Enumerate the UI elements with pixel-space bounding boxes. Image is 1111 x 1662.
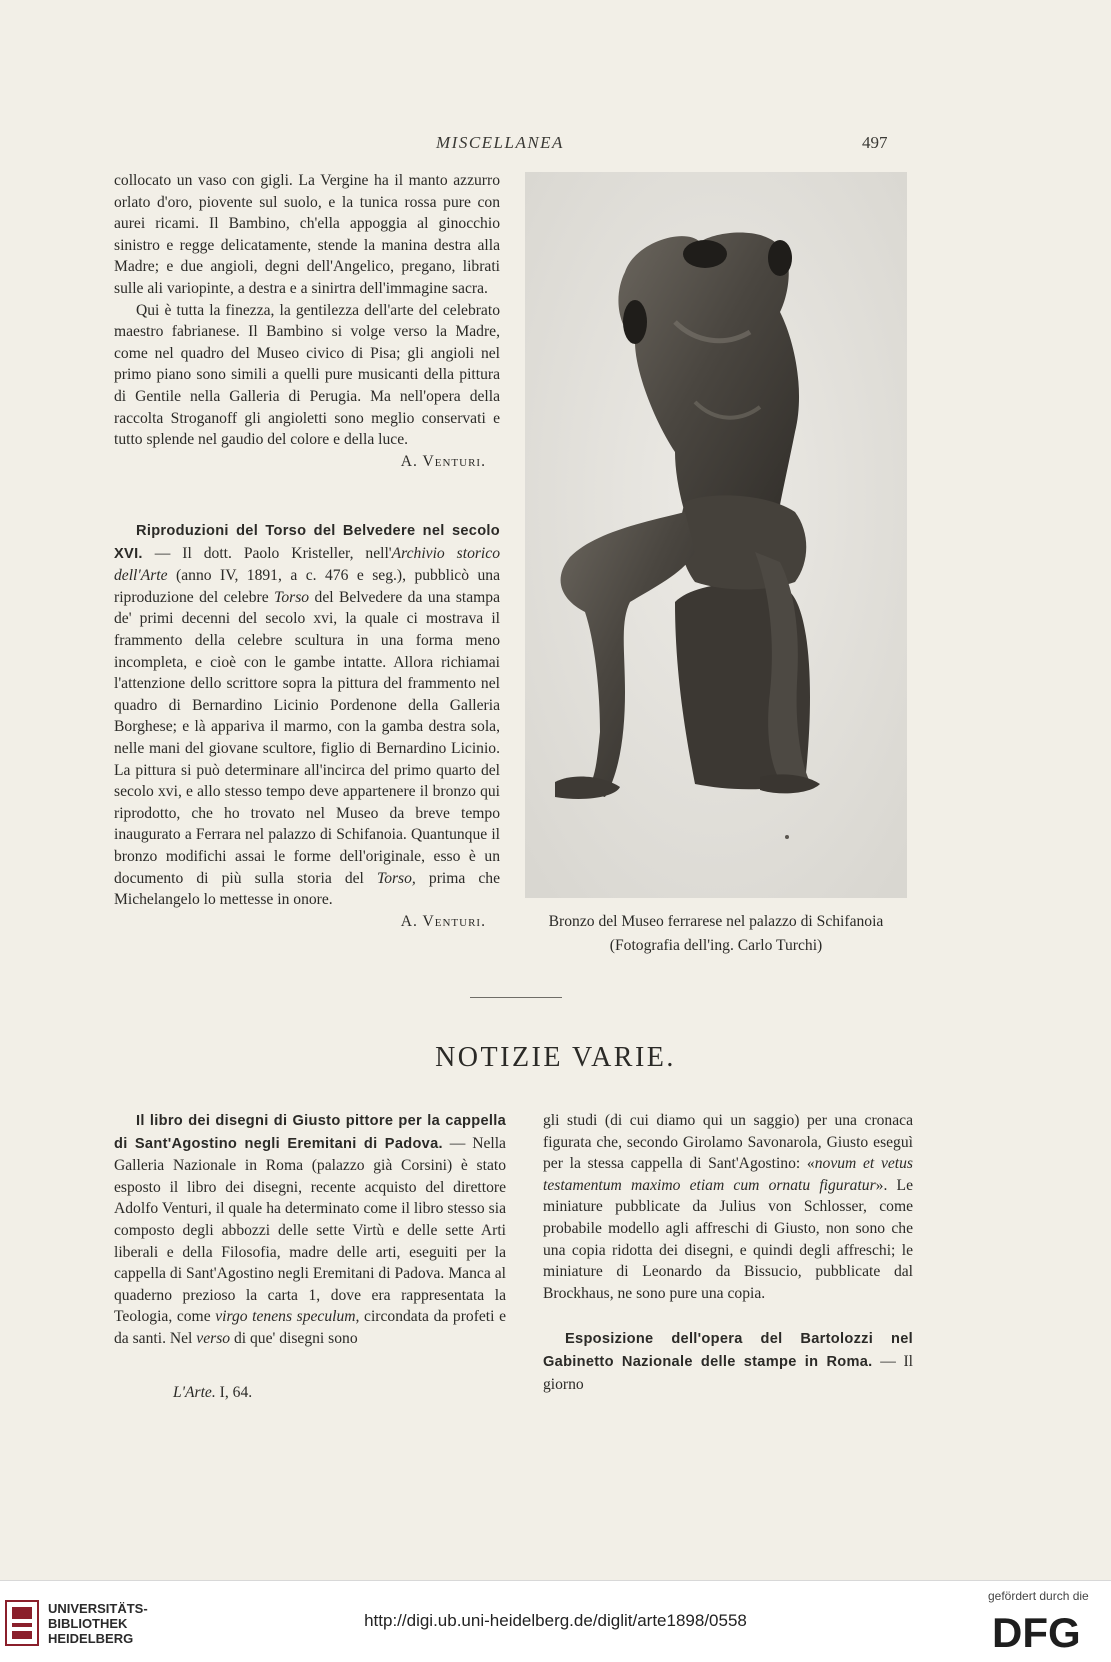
article-continuation bbox=[114, 170, 500, 472]
italic-run: Torso bbox=[274, 588, 310, 606]
bronze-torso-photo bbox=[525, 172, 907, 898]
uni-name-line: HEIDELBERG bbox=[48, 1631, 134, 1646]
text-run: circondata da profeti e da santi. Nel bbox=[114, 1308, 506, 1347]
signature: A. Venturi. bbox=[400, 912, 486, 930]
funded-by-label: gefördert durch die bbox=[988, 1589, 1089, 1603]
italic-run: Archivio storico dell'Arte bbox=[114, 544, 500, 585]
paragraph bbox=[114, 1110, 506, 1350]
journal-name: L'Arte. bbox=[173, 1384, 216, 1401]
permalink-url[interactable]: http://digi.ub.uni-heidelberg.de/diglit/arte1898/0558 bbox=[364, 1611, 747, 1630]
text-run: gli studi (di cui diamo qui un saggio) per una cronaca figurata che, secondo Girolamo Savonarola, Giusto eseguì per la stessa cappella di Sant'Agostino: « bbox=[543, 1112, 913, 1173]
bronze-torso-figure bbox=[525, 172, 907, 898]
article-heading: Esposizione dell'opera del Bartolozzi nel Gabinetto Nazionale delle stampe in Roma. bbox=[543, 1331, 913, 1370]
text-run: ». Le miniature pubblicate da Julius von Schlosser, come probabile modello agli affreschi di Giusto, non sono che una copia ridotta dei disegni, e quindi degli affreschi; le miniature di Leonardo da Bissucio, pubblicate dal Brockhaus, ne sono pure una copia. bbox=[543, 1176, 914, 1302]
section-divider bbox=[470, 997, 562, 998]
article-giusto-continued bbox=[543, 1110, 913, 1395]
text-run: prima che Michelangelo lo mettesse in onore. bbox=[114, 869, 500, 909]
text-run: (anno IV, 1891, a c. 476 e seg.), pubblicò una riproduzione del celebre bbox=[114, 567, 500, 606]
signature: A. Venturi. bbox=[400, 452, 486, 470]
running-title: MISCELLANEA bbox=[436, 133, 564, 152]
article-giusto bbox=[114, 1110, 506, 1350]
text-run: — Nella Galleria Nazionale in Roma (palazzo già Corsini) è stato esposto il libro dei disegni, recente acquisto del direttore Adolfo Venturi, il quale ha determinato come il libro stesso sia composto degli abbozzi delle sette Virtù e delle sette Arti liberali e della Filosofia, madre delle arti, eseguiti per la cappella di Sant'Agostino negli Eremitani di Padova. Manca al quaderno prezioso la carta 1, dove era rappresentata la Teologia, come bbox=[114, 1134, 506, 1326]
italic-run: Torso, bbox=[376, 869, 416, 887]
journal-reference bbox=[173, 1384, 252, 1402]
article-heading: Il libro dei disegni di Giusto pittore per la cappella di Sant'Agostino negli Eremitani di Padova. bbox=[114, 1113, 506, 1152]
article-torso bbox=[114, 520, 500, 932]
volume-info: I, 64. bbox=[215, 1384, 253, 1401]
italic-run: virgo tenens speculum, bbox=[215, 1308, 360, 1326]
italic-run: novum et vetus testamentum maximo etiam cum ornatu figuratur bbox=[543, 1155, 913, 1194]
italic-run: verso bbox=[196, 1329, 231, 1347]
article-heading: Riproduzioni del Torso del Belvedere nel secolo XVI. bbox=[114, 523, 500, 562]
caption-line: Bronzo del Museo ferrarese nel palazzo di Schifanoia bbox=[548, 913, 884, 930]
figure-caption bbox=[510, 910, 922, 958]
text-run: — Il giorno bbox=[543, 1352, 913, 1393]
paragraph bbox=[543, 1328, 913, 1395]
uni-name-line: BIBLIOTHEK bbox=[48, 1616, 128, 1631]
caption-credit: (Fotografia dell'ing. Carlo Turchi) bbox=[609, 937, 823, 954]
paragraph bbox=[543, 1110, 913, 1304]
dfg-logo-icon[interactable] bbox=[990, 1609, 1100, 1653]
paragraph: collocato un vaso con gigli. La Vergine ha il manto azzurro orlato d'oro, piovente sul suolo, e la tunica rossa pure con aurei ricami. Il Bambino, ch'ella appoggia al ginocchio sinistro e regge delicatamente, stende la manina destra alla Madre; e due angioli, degni dell'Angelico, pregano, librati sulle ali variopinte, a destra e a sinirtra dell'immagine sacra. bbox=[114, 172, 500, 297]
text-run: di que' disegni sono bbox=[230, 1329, 358, 1347]
dfg-logo-text: DFG bbox=[992, 1609, 1081, 1653]
paragraph: Qui è tutta la finezza, la gentilezza dell'arte del celebrato maestro fabrianese. Il Bambino si volge verso la Madre, come nel quadro del Museo civico di Pisa; gli angioli nel primo piano sono simili a quelli pure musicanti della pittura di Gentile nella Galleria di Perugia. Ma nell'opera della raccolta Stroganoff gli angioletti sono meglio conservati e tutto splende nel gaudio del colore e della luce. bbox=[114, 301, 500, 449]
section-title: NOTIZIE VARIE. bbox=[435, 1042, 676, 1073]
text-run: — Il dott. Paolo Kristeller, nell' bbox=[142, 544, 392, 562]
text-run: del Belvedere da una stampa de' primi decenni del secolo xvi, la quale ci mostrava il frammento della celebre scultura in una forma meno incompleta, e cioè con le gambe intatte. Allora richiamai l'attenzione dello scrittore sopra la pittura del frammento nel quadro di Bernardino Licinio Pordenone della Galleria Borghese; e là appariva il marmo, con la gamba destra sola, nelle mani del giovane scultore, figlio di Bernardino Licinio. La pittura si può determinare all'incirca del primo quarto del secolo xvi, e allo stesso tempo deve appartenere il bronzo qui riprodotto, che ho trovato nel Museo da breve tempo inaugurato a Ferrara nel palazzo di Schifanoia. Quantunque il bronzo modifichi assai le forme dell'originale, esso è un documento di più sulla storia del bbox=[114, 588, 500, 887]
paragraph bbox=[114, 520, 500, 911]
page-number: 497 bbox=[862, 133, 888, 152]
uni-name-line: UNIVERSITÄTS- bbox=[48, 1601, 148, 1616]
running-head bbox=[0, 133, 1111, 157]
digital-library-footer bbox=[0, 1580, 1111, 1662]
